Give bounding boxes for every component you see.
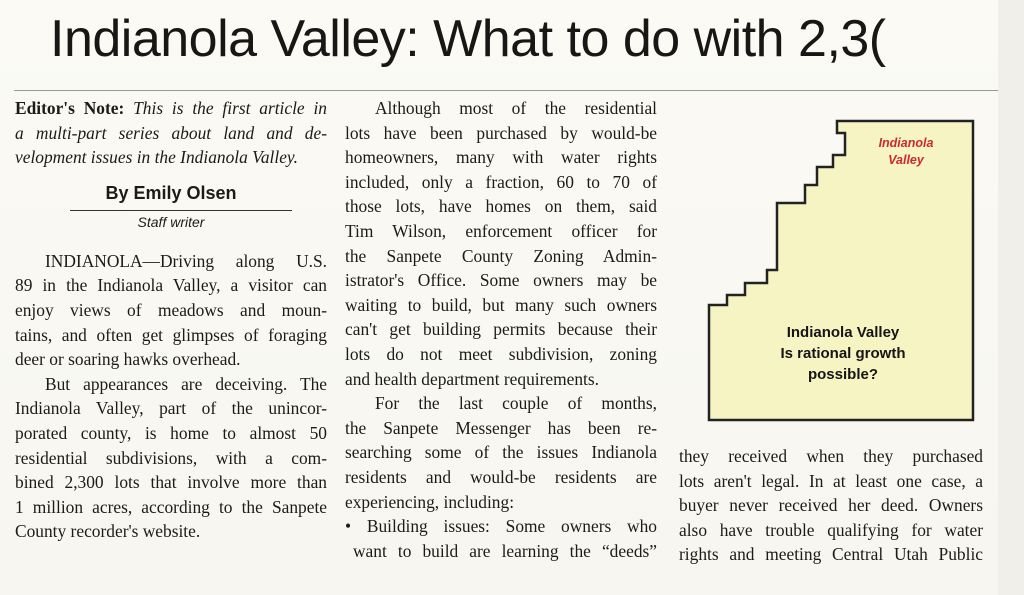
text-line: residential subdivisions, with a com-	[15, 447, 327, 468]
text-line: also have trouble qualifying for water	[679, 519, 983, 540]
text-line: the Sanpete County Zoning Admin-	[345, 245, 657, 266]
headline-rule	[14, 90, 998, 91]
text-line: the Sanpete Messenger has been re-	[345, 417, 657, 438]
byline-role: Staff writer	[137, 213, 205, 230]
text-line: searching some of the issues Indianola	[345, 442, 657, 463]
text-line: enjoy views of meadows and moun-	[15, 299, 327, 320]
editors-note-line: Editor's Note: This is the first article in	[15, 98, 327, 118]
text-line: County recorder's website.	[15, 521, 201, 542]
text-line: included, only a fraction, 60 to 70 of	[345, 171, 657, 192]
bullet-line: • Building issues: Some owners who	[345, 516, 657, 537]
text-line: Indianola Valley, part of the unincor-	[15, 398, 327, 419]
text-line: tains, and often get glimpses of foraging	[15, 324, 327, 345]
column-1	[15, 96, 327, 544]
text-line: lots do not meet subdivision, zoning	[345, 343, 657, 364]
text-line: buyer never received her deed. Owners	[679, 495, 983, 516]
text-line: For the last couple of months,	[375, 393, 657, 414]
spacer	[15, 233, 327, 249]
editors-note-line: velopment issues in the Indianola Valley.	[15, 147, 299, 168]
text-line: istrator's Office. Some owners may be	[345, 270, 657, 291]
text-line: bined 2,300 lots that involve more than	[15, 472, 327, 493]
text-line: 1 million acres, according to the Sanpete	[15, 496, 327, 517]
text-line: porated county, is home to almost 50	[15, 422, 327, 443]
text-line: Although most of the residential	[375, 98, 657, 118]
map-region-label: Indianola Valley	[878, 136, 934, 167]
text-line: lots have been purchased by would-be	[345, 122, 657, 143]
text-line: INDIANOLA—Driving along U.S.	[45, 250, 327, 271]
text-line: lots aren't legal. In at least one case, a	[679, 470, 983, 491]
text-line: waiting to build, but many such owners	[345, 294, 657, 315]
text-line: can't get building permits because their	[345, 319, 657, 340]
page-edge	[998, 0, 1024, 595]
editors-note-label: Editor's Note:	[15, 98, 125, 118]
text-line: and health department requirements.	[345, 368, 599, 389]
text-line: deer or soaring hawks overhead.	[15, 349, 241, 370]
editors-note-line: a multi-part series about land and de-	[15, 122, 327, 143]
text-line: But appearances are deceiving. The	[45, 373, 327, 394]
text-line: rights and meeting Central Utah Public	[679, 544, 983, 565]
column-3	[679, 444, 983, 567]
text-line: they received when they purchased	[679, 446, 983, 466]
text-line: 89 in the Indianola Valley, a visitor can	[15, 275, 327, 296]
map-caption: Indianola Valley Is rational growth possible?	[780, 324, 906, 383]
text-line: those lots, have homes on them, said	[345, 196, 657, 217]
byline-name: By Emily Olsen	[105, 182, 237, 203]
text-line: want to build are learning the “deeds”	[353, 540, 657, 561]
headline: Indianola Valley: What to do with 2,3(	[50, 10, 886, 68]
text-line: experiencing, including:	[345, 491, 515, 512]
text-line: residents and would-be residents are	[345, 466, 657, 487]
text-line: homeowners, many with water rights	[345, 147, 657, 168]
text-line: Tim Wilson, enforcement officer for	[345, 220, 657, 241]
column-2	[345, 96, 657, 563]
